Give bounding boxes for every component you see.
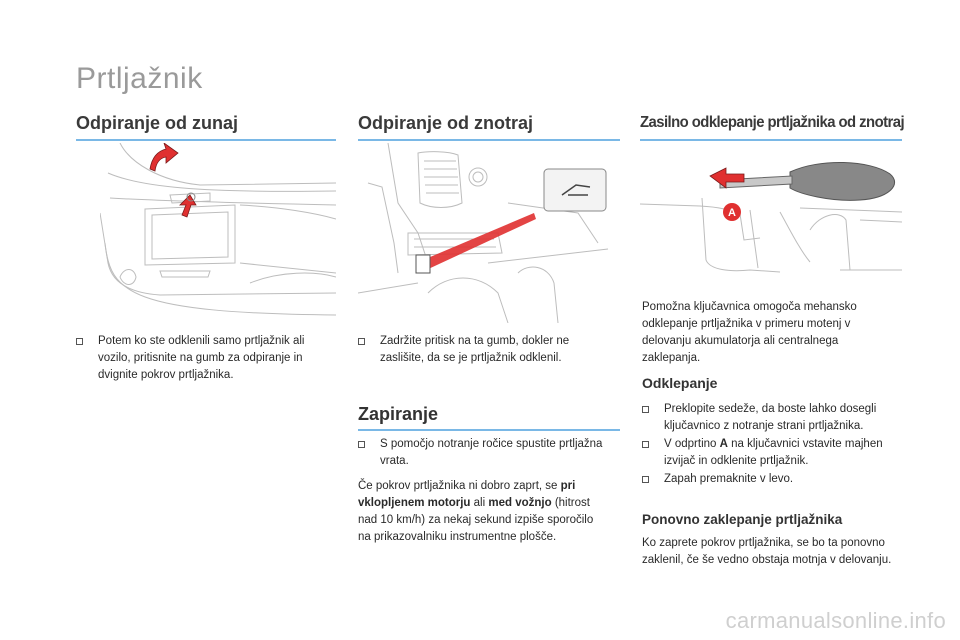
list-item: V odprtino A na ključavnici vstavite majhen izvijač in odklenite prtljažnik. <box>642 436 904 470</box>
watermark: carmanualsonline.info <box>725 608 946 633</box>
list-item: Preklopite sedeže, da boste lahko dosegli ključavnico z notranje strani prtljažnika. <box>642 401 904 435</box>
checkbox-icon <box>642 476 649 483</box>
checkbox-icon <box>642 441 649 448</box>
closing-instructions <box>358 436 608 471</box>
section-title-inside: Odpiranje od znotraj <box>358 113 534 133</box>
divider-line <box>640 139 902 141</box>
divider-line <box>358 429 620 431</box>
list-item: Zapah premaknite v levo. <box>642 471 904 488</box>
relocking-title: Ponovno zaklepanje prtljažnika <box>642 512 843 527</box>
section-title-outside: Odpiranje od zunaj <box>76 113 239 133</box>
divider-line <box>76 139 336 141</box>
outside-instructions <box>76 333 326 385</box>
divider-line <box>358 139 620 141</box>
emergency-unlock-illustration <box>640 150 902 278</box>
section-title-emergency: Zasilno odklepanje prtljažnika od znotraj <box>640 114 905 131</box>
list-item: S pomočjo notranje ročice spustite prtljažna vrata. <box>358 436 608 470</box>
emergency-intro: Pomožna ključavnica omogoča mehansko odklepanje prtljažnika v primeru motenj v delovanju akumulatorja ali centralnega zaklepanja. <box>642 301 857 364</box>
dashboard-button-illustration <box>358 143 620 323</box>
up-arrow-icon <box>150 143 178 171</box>
inside-instructions <box>358 333 608 368</box>
relocking-text: Ko zaprete pokrov prtljažnika, se bo ta ponovno zaklenil, če še vedno obstaja motnja v delovanju. <box>642 537 892 566</box>
svg-text:A: A <box>728 207 736 219</box>
checkbox-icon <box>642 406 649 413</box>
list-item: Zadržite pritisk na ta gumb, dokler ne zaslišite, da se je prtljažnik odklenil. <box>358 333 608 367</box>
checkbox-icon <box>358 441 365 448</box>
trunk-button-inset <box>544 169 606 211</box>
checkbox-icon <box>358 338 365 345</box>
list-item: Potem ko ste odklenili samo prtljažnik ali vozilo, pritisnite na gumb za odpiranje in dvignite pokrov prtljažnika. <box>76 333 326 384</box>
page-title: Prtljažnik <box>76 62 203 95</box>
unlocking-title: Odklepanje <box>642 375 718 391</box>
unlocking-steps <box>642 401 904 489</box>
checkbox-icon <box>76 338 83 345</box>
closing-title: Zapiranje <box>358 404 439 424</box>
rear-trunk-illustration <box>100 143 336 323</box>
closing-warning-paragraph: Če pokrov prtljažnika ni dobro zaprt, se pri vklopljenem motorju ali med vožnjo (hitrost nad 10 km/h) za nekaj sekund izpiše sporočilo na prikazovalniku instrumentne plošče. <box>358 480 594 543</box>
